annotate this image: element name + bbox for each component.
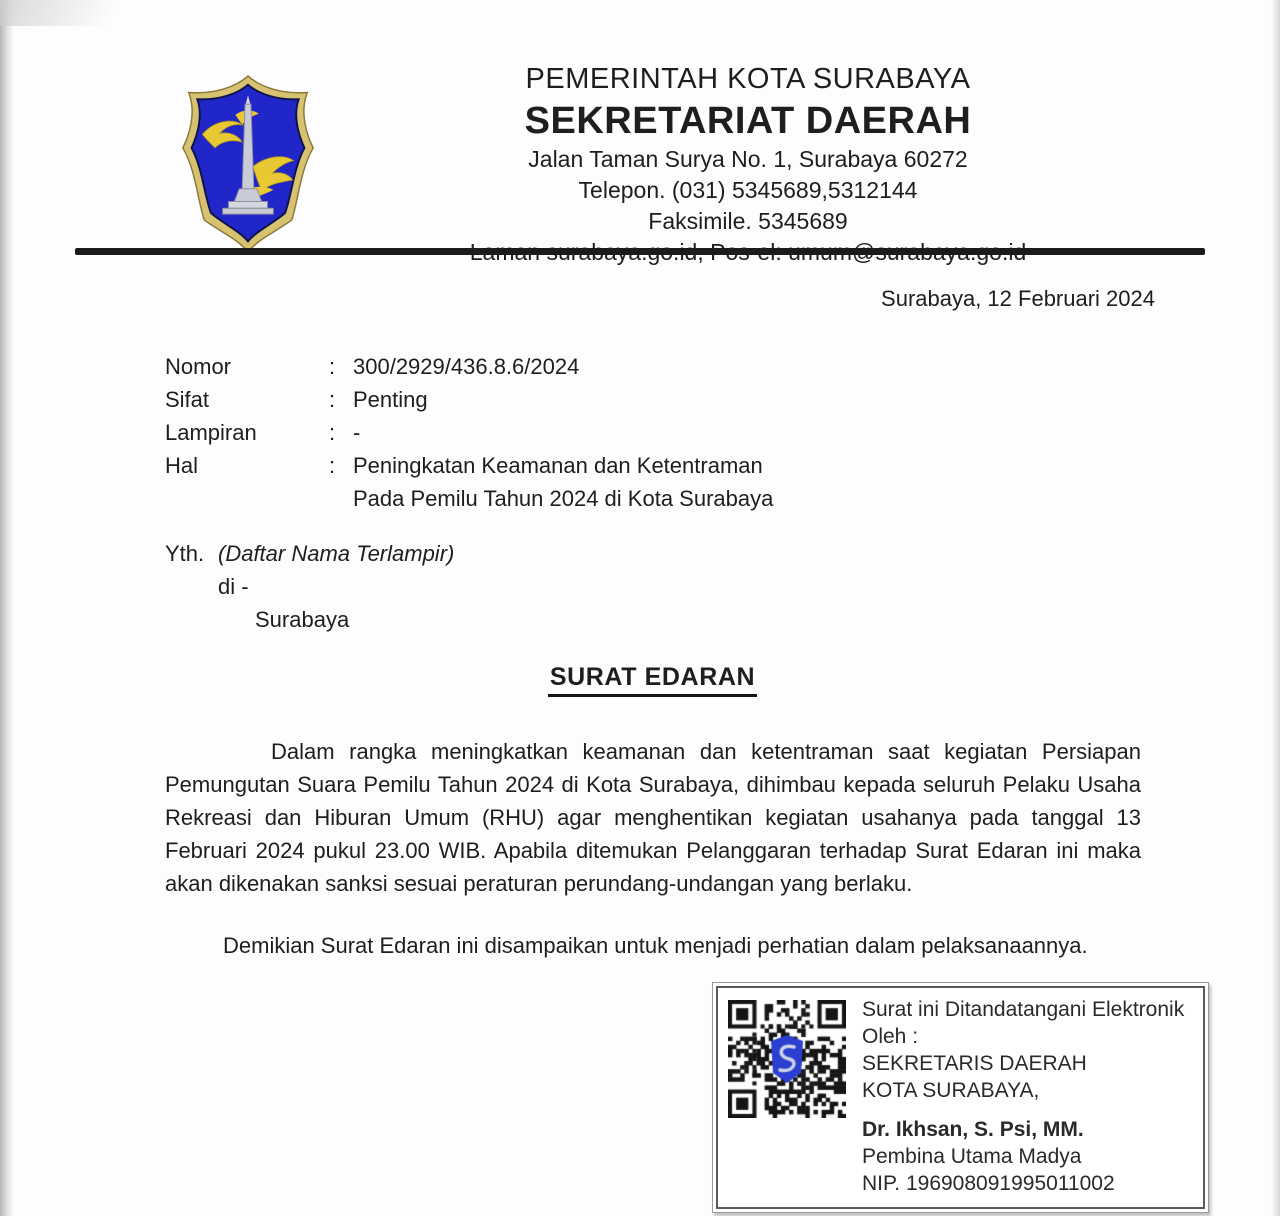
surabaya-emblem-svg (175, 73, 321, 255)
signer-rank: Pembina Utama Madya (862, 1145, 1082, 1168)
document-title: SURAT EDARAN (548, 663, 757, 697)
recipient-city: Surabaya (255, 607, 350, 632)
meta-hal-line1: Peningkatan Keamanan dan Ketentraman (353, 453, 763, 478)
meta-label: Lampiran (165, 420, 257, 445)
meta-label: Nomor (165, 354, 232, 379)
meta-row-lampiran (165, 416, 1140, 449)
signer-name: Dr. Ikhsan, S. Psi, MM. (862, 1118, 1084, 1141)
signature-line3: KOTA SURABAYA, (862, 1079, 1040, 1102)
recipient-name: (Daftar Nama Terlampir) (218, 541, 455, 566)
electronic-signature-box (712, 982, 1209, 1213)
signature-box-inner (716, 986, 1205, 1209)
letterhead-org: PEMERINTAH KOTA SURABAYA (525, 63, 971, 95)
meta-row-nomor (165, 350, 1140, 383)
signature-text (862, 996, 1193, 1197)
letterhead-address: Jalan Taman Surya No. 1, Surabaya 60272 (528, 146, 968, 172)
meta-colon: : (329, 420, 336, 445)
meta-label: Sifat (165, 387, 210, 412)
letterhead-divider (75, 248, 1205, 255)
meta-value: - (353, 420, 361, 445)
meta-value: Penting (353, 387, 428, 412)
signature-line2: SEKRETARIS DAERAH (862, 1052, 1087, 1075)
meta-value: 300/2929/436.8.6/2024 (353, 354, 580, 379)
letterhead-phone: Telepon. (031) 5345689,5312144 (578, 177, 918, 203)
recipient-salutation: Yth. (165, 541, 205, 566)
meta-hal-line2: Pada Pemilu Tahun 2024 di Kota Surabaya (353, 486, 774, 511)
document-title-row (165, 663, 1140, 697)
surabaya-city-emblem (175, 73, 321, 255)
letterhead-fax: Faksimile. 5345689 (648, 208, 848, 234)
letterhead (330, 62, 1166, 268)
meta-label: Hal (165, 453, 199, 478)
letter-body (165, 735, 1141, 962)
body-paragraph-1: Dalam rangka meningkatkan keamanan dan ketentraman saat kegiatan Persiapan Pemungutan Suara Pemilu Tahun 2024 di Kota Surabaya, dihimbau kepada seluruh Pelaku Usaha Rekreasi dan Hiburan Umum (RHU) agar menghentikan kegiatan usahanya pada tanggal 13 Februari 2024 pukul 23.00 WIB. Apabila ditemukan Pelanggaran terhadap Surat Edaran ini maka akan dikenakan sanksi sesuai peraturan perundang-undangan yang berlaku. (165, 739, 1141, 896)
date-line: Surabaya, 12 Februari 2024 (881, 286, 1155, 311)
qr-code (728, 1000, 846, 1118)
meta-row-sifat (165, 383, 1140, 416)
signature-line1: Surat ini Ditandatangani Elektronik Oleh : (862, 998, 1185, 1048)
meta-colon: : (329, 354, 336, 379)
letter-meta (165, 350, 1140, 515)
signer-nip: NIP. 196908091995011002 (862, 1172, 1115, 1195)
photo-edge-right (1271, 0, 1280, 1216)
photo-edge-top (0, 0, 160, 26)
meta-value (353, 449, 1140, 515)
letterhead-dept: SEKRETARIAT DAERAH (524, 100, 972, 142)
body-paragraph-2: Demikian Surat Edaran ini disampaikan untuk menjadi perhatian dalam pelaksanaannya. (223, 933, 1088, 958)
meta-row-hal (165, 449, 1140, 515)
recipient-block (165, 537, 454, 636)
meta-colon: : (329, 453, 336, 478)
meta-colon: : (329, 387, 336, 412)
photo-edge-left (0, 0, 14, 1216)
recipient-di: di - (218, 574, 249, 599)
